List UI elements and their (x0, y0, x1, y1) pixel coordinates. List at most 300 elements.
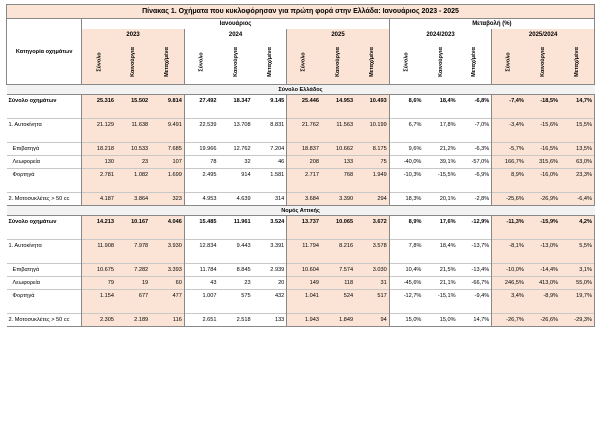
table-cell: 21,5% (423, 264, 457, 277)
table-cell: 18,4% (423, 240, 457, 253)
row-label: Σύνολο οχημάτων (8, 98, 57, 104)
spacer-cell (492, 228, 526, 240)
year-header-2023: 2023 (82, 29, 184, 40)
table-cell: 2.518 (218, 314, 252, 327)
table-cell: 3.578 (355, 240, 389, 253)
spacer-cell (287, 252, 321, 264)
table-row (7, 240, 595, 253)
spacer-cell (423, 181, 457, 193)
table-cell: 1.007 (184, 290, 218, 303)
table-cell: 3,1% (560, 264, 594, 277)
spacer-cell (321, 252, 355, 264)
section-title: Νομός Αττικής (7, 206, 595, 216)
table-cell: 55,0% (560, 277, 594, 290)
table-cell: 10.199 (355, 119, 389, 132)
spacer-cell (184, 131, 218, 143)
table-cell: 14.213 (82, 216, 116, 229)
table-cell: 133 (321, 156, 355, 169)
table-cell: 517 (355, 290, 389, 303)
table-cell: -13,7% (458, 240, 492, 253)
table-cell: 17,8% (423, 119, 457, 132)
table-cell: 27.492 (184, 95, 218, 108)
table-cell: 15.502 (116, 95, 150, 108)
spacer-row (7, 228, 595, 240)
row-label: Λεωφορεία (7, 156, 82, 169)
spacer-cell (560, 107, 594, 119)
table-cell: 413,0% (526, 277, 560, 290)
spacer-cell (7, 181, 82, 193)
table-cell: 107 (150, 156, 184, 169)
table-cell: 8.175 (355, 143, 389, 156)
spacer-cell (355, 302, 389, 314)
table-cell: -7,4% (492, 95, 526, 108)
spacer-cell (389, 252, 423, 264)
table-cell: 14,7% (458, 314, 492, 327)
spacer-cell (389, 131, 423, 143)
subheader-new-change-2024-2023 (423, 40, 457, 85)
subheader-label: Μεταχ/μένα (471, 47, 478, 77)
table-cell: 2.189 (116, 314, 150, 327)
table-cell: -15,9% (526, 216, 560, 229)
spacer-cell (560, 228, 594, 240)
table-row (7, 277, 595, 290)
table-cell: -15,5% (423, 169, 457, 182)
table-cell: 5,5% (560, 240, 594, 253)
spacer-cell (184, 228, 218, 240)
spacer-cell (355, 252, 389, 264)
table-title: Πίνακας 1. Οχήματα που κυκλοφόρησαν για πρώτη φορά στην Ελλάδα: Ιανουάριος 2023 - 2025 (7, 5, 595, 19)
spacer-cell (253, 181, 287, 193)
spacer-cell (150, 131, 184, 143)
subheader-total-2023 (82, 40, 116, 85)
spacer-cell (82, 181, 116, 193)
spacer-cell (321, 181, 355, 193)
table-cell: 323 (150, 193, 184, 206)
spacer-cell (7, 228, 82, 240)
table-cell: 18.347 (233, 98, 251, 104)
row-label: Λεωφορεία (7, 277, 82, 290)
table-cell: 130 (82, 156, 116, 169)
subheader-label: Σύνολο (96, 52, 103, 72)
table-cell: 7.282 (116, 264, 150, 277)
subheader-used-2024 (253, 40, 287, 85)
table-cell: 2.717 (287, 169, 321, 182)
table-cell: 23 (116, 156, 150, 169)
spacer-cell (253, 302, 287, 314)
table-cell: 10.167 (116, 216, 150, 229)
table-cell: 10.065 (321, 216, 355, 229)
spacer-cell (321, 228, 355, 240)
table-cell: -13,0% (526, 240, 560, 253)
spacer-cell (458, 131, 492, 143)
table-cell: 11.638 (116, 119, 150, 132)
subheader-new-change-2025-2024 (526, 40, 560, 85)
row-label: Φορτηγά (7, 169, 82, 182)
table-cell: 23,3% (560, 169, 594, 182)
spacer-cell (389, 181, 423, 193)
spacer-cell (560, 252, 594, 264)
table-cell: 3.391 (253, 240, 287, 253)
subheader-new-2025 (321, 40, 355, 85)
table-cell: 1.949 (355, 169, 389, 182)
table-cell: -6,4% (560, 193, 594, 206)
table-cell: -14,4% (526, 264, 560, 277)
table-cell: 15.485 (184, 216, 218, 229)
spacer-cell (423, 302, 457, 314)
table-cell: 8.845 (218, 264, 252, 277)
table-cell: 3.390 (321, 193, 355, 206)
row-label: 1. Αυτοκίνητα (7, 119, 82, 132)
spacer-cell (526, 302, 560, 314)
table-cell: 19,7% (560, 290, 594, 303)
subheader-label: Σύνολο (301, 52, 308, 72)
table-cell: -3,4% (492, 119, 526, 132)
spacer-cell (116, 181, 150, 193)
table-cell: 15,0% (389, 314, 423, 327)
spacer-cell (7, 302, 82, 314)
table-cell: 3.524 (270, 219, 285, 225)
table-cell: -6,8% (474, 98, 490, 104)
subheader-label: Μεταχ/μένα (574, 47, 581, 77)
spacer-cell (389, 228, 423, 240)
table-cell: 2.305 (82, 314, 116, 327)
table-cell: -5,7% (492, 143, 526, 156)
subheader-total-change-2024-2023 (389, 40, 423, 85)
spacer-cell (218, 131, 252, 143)
table-cell: -9,4% (458, 290, 492, 303)
table-cell: 20,1% (423, 193, 457, 206)
spacer-cell (218, 252, 252, 264)
row-label: 2. Μοτοσυκλέτες > 50 cc (7, 193, 82, 206)
table-cell: 79 (82, 277, 116, 290)
table-cell: 2.495 (184, 169, 218, 182)
subheader-label: Σύνολο (403, 52, 410, 72)
spacer-cell (560, 131, 594, 143)
spacer-cell (150, 302, 184, 314)
spacer-cell (355, 131, 389, 143)
subheader-label: Μεταχ/μένα (266, 47, 273, 77)
table-row (7, 264, 595, 277)
spacer-row (7, 131, 595, 143)
table-cell: 524 (321, 290, 355, 303)
table-cell: 1.082 (116, 169, 150, 182)
table-cell: 1.154 (82, 290, 116, 303)
subheader-label: Σύνολο (506, 52, 513, 72)
table-cell: 75 (355, 156, 389, 169)
subheader-total-2025 (287, 40, 321, 85)
table-cell: 4.953 (184, 193, 218, 206)
table-cell: 23 (218, 277, 252, 290)
table-cell: 4.187 (82, 193, 116, 206)
table-row (7, 119, 595, 132)
table-cell: 19 (116, 277, 150, 290)
spacer-cell (389, 302, 423, 314)
table-row (7, 290, 595, 303)
table-cell: 10.604 (287, 264, 321, 277)
spacer-cell (355, 228, 389, 240)
table-cell: 8.216 (321, 240, 355, 253)
spacer-cell (526, 252, 560, 264)
table-row (7, 169, 595, 182)
category-column-header: Κατηγορία οχημάτων (7, 19, 82, 85)
table-cell: 18,4% (439, 98, 456, 104)
table-cell: 32 (218, 156, 252, 169)
table-cell: 1.849 (321, 314, 355, 327)
section-header-row (7, 206, 595, 216)
table-cell: -40,0% (389, 156, 423, 169)
table-cell: 11.908 (82, 240, 116, 253)
table-cell: 20 (253, 277, 287, 290)
table-cell: -18,5% (526, 95, 560, 108)
subheader-used-2025 (355, 40, 389, 85)
table-cell: -16,0% (526, 169, 560, 182)
table-cell: 9.814 (150, 95, 184, 108)
spacer-cell (389, 107, 423, 119)
table-cell: 13,5% (560, 143, 594, 156)
spacer-cell (287, 107, 321, 119)
table-cell: -11,3% (492, 216, 526, 229)
subheader-total-change-2025-2024 (492, 40, 526, 85)
table-cell: 10.493 (355, 95, 389, 108)
spacer-cell (253, 252, 287, 264)
table-cell: 2.939 (253, 264, 287, 277)
table-cell: 19.966 (184, 143, 218, 156)
spacer-cell (82, 228, 116, 240)
subheader-label: Καινούργια (437, 47, 444, 77)
spacer-cell (150, 181, 184, 193)
table-cell: 6,7% (389, 119, 423, 132)
table-cell: -26,7% (492, 314, 526, 327)
table-cell: 14,7% (560, 95, 594, 108)
spacer-row (7, 107, 595, 119)
table-cell: -15,6% (526, 119, 560, 132)
spacer-cell (184, 181, 218, 193)
table-cell: 7.574 (321, 264, 355, 277)
spacer-cell (116, 228, 150, 240)
table-cell: 3.864 (116, 193, 150, 206)
spacer-cell (492, 252, 526, 264)
spacer-cell (423, 107, 457, 119)
subheader-used-change-2025-2024 (560, 40, 594, 85)
table-cell: 13.708 (218, 119, 252, 132)
spacer-cell (7, 107, 82, 119)
table-cell: -13,4% (458, 264, 492, 277)
table-cell: 208 (287, 156, 321, 169)
spacer-cell (321, 302, 355, 314)
table-cell: 768 (321, 169, 355, 182)
table-cell: 9,6% (389, 143, 423, 156)
table-cell: 116 (150, 314, 184, 327)
change-header-2024-2023: 2024/2023 (389, 29, 491, 40)
spacer-cell (82, 302, 116, 314)
table-cell: 17,6% (439, 219, 456, 225)
spacer-cell (150, 228, 184, 240)
table-cell: 3.684 (287, 193, 321, 206)
spacer-cell (82, 252, 116, 264)
table-cell: -10,0% (492, 264, 526, 277)
table-cell: 15,0% (423, 314, 457, 327)
table-cell: 149 (287, 277, 321, 290)
spacer-cell (492, 181, 526, 193)
table-row (7, 216, 595, 229)
table-cell: 1.581 (253, 169, 287, 182)
table-cell: 3.393 (150, 264, 184, 277)
table-cell: 25.446 (287, 95, 321, 108)
spacer-row (7, 302, 595, 314)
subheader-label: Καινούργια (130, 47, 137, 77)
subheader-label: Καινούργια (539, 47, 546, 77)
spacer-cell (82, 131, 116, 143)
subheader-label: Σύνολο (198, 52, 205, 72)
table-cell: -45,6% (389, 277, 423, 290)
spacer-cell (526, 181, 560, 193)
table-cell: 11.961 (233, 219, 251, 225)
spacer-cell (321, 107, 355, 119)
table-cell: 21,1% (423, 277, 457, 290)
spacer-cell (423, 252, 457, 264)
subheader-label: Καινούργια (335, 47, 342, 77)
table-cell: 10,4% (389, 264, 423, 277)
table-cell: 246,5% (492, 277, 526, 290)
table-cell: -25,6% (492, 193, 526, 206)
spacer-cell (287, 131, 321, 143)
subheader-used-change-2024-2023 (458, 40, 492, 85)
row-label: 1. Αυτοκίνητα (7, 240, 82, 253)
table-cell: -29,3% (560, 314, 594, 327)
spacer-cell (423, 131, 457, 143)
spacer-cell (218, 107, 252, 119)
table-cell: 63,0% (560, 156, 594, 169)
spacer-cell (526, 131, 560, 143)
table-cell: 914 (218, 169, 252, 182)
row-label: 2. Μοτοσυκλέτες > 50 cc (7, 314, 82, 327)
table-cell: -8,1% (492, 240, 526, 253)
table-cell: -10,3% (389, 169, 423, 182)
table-cell: 477 (150, 290, 184, 303)
table-cell: 25.316 (82, 95, 116, 108)
table-cell: 14.953 (321, 95, 355, 108)
table-cell: 1.943 (287, 314, 321, 327)
table-cell: 294 (355, 193, 389, 206)
table-cell: 432 (253, 290, 287, 303)
spacer-cell (355, 107, 389, 119)
row-label: Επιβατηγά (7, 143, 82, 156)
table-cell: 10.662 (321, 143, 355, 156)
table-cell: 94 (355, 314, 389, 327)
spacer-cell (82, 107, 116, 119)
spacer-cell (560, 181, 594, 193)
table-cell: 118 (321, 277, 355, 290)
spacer-cell (116, 302, 150, 314)
spacer-cell (526, 107, 560, 119)
table-cell: 13.737 (287, 216, 321, 229)
table-cell: 9.491 (150, 119, 184, 132)
spacer-cell (458, 228, 492, 240)
subheader-label: Καινούργια (232, 47, 239, 77)
spacer-cell (253, 228, 287, 240)
table-cell: -12,9% (471, 219, 490, 225)
table-cell: 11.794 (287, 240, 321, 253)
table-cell: 4.046 (150, 216, 184, 229)
table-cell: 21.762 (287, 119, 321, 132)
table-cell: -6,3% (458, 143, 492, 156)
table-cell: 46 (253, 156, 287, 169)
table-row (7, 143, 595, 156)
table-cell: 15,5% (560, 119, 594, 132)
table-cell: -12,7% (389, 290, 423, 303)
table-cell: -2,8% (458, 193, 492, 206)
table-cell: 315,6% (526, 156, 560, 169)
table-cell: 9.443 (218, 240, 252, 253)
table-cell: 10.533 (116, 143, 150, 156)
table-cell: 11.784 (184, 264, 218, 277)
spacer-cell (184, 107, 218, 119)
table-cell: 7,8% (389, 240, 423, 253)
table-cell: 12.762 (218, 143, 252, 156)
table-cell: 78 (184, 156, 218, 169)
table-cell: 4,2% (560, 216, 594, 229)
table-cell: 22.539 (184, 119, 218, 132)
subheader-used-2023 (150, 40, 184, 85)
table-cell: 9.145 (270, 98, 285, 104)
table-cell: 7.978 (116, 240, 150, 253)
table-cell: 21,2% (423, 143, 457, 156)
spacer-cell (560, 302, 594, 314)
table-cell: 1.041 (287, 290, 321, 303)
table-cell: 2.651 (184, 314, 218, 327)
spacer-row (7, 252, 595, 264)
year-header-2024: 2024 (184, 29, 286, 40)
spacer-cell (253, 131, 287, 143)
spacer-cell (150, 252, 184, 264)
table-cell: 677 (116, 290, 150, 303)
table-cell: 4.639 (218, 193, 252, 206)
spacer-cell (458, 181, 492, 193)
table-cell: 18,3% (389, 193, 423, 206)
subheader-label: Μεταχ/μένα (163, 47, 170, 77)
spacer-cell (116, 107, 150, 119)
table-cell: 43 (184, 277, 218, 290)
year-header-2025: 2025 (287, 29, 389, 40)
table-cell: 3.030 (355, 264, 389, 277)
change-header-2025-2024: 2025/2024 (492, 29, 595, 40)
table-cell: -8,9% (526, 290, 560, 303)
spacer-cell (116, 252, 150, 264)
statistics-table-container (6, 4, 595, 327)
table-cell: 12.834 (184, 240, 218, 253)
spacer-cell (218, 181, 252, 193)
subheader-new-2023 (116, 40, 150, 85)
period-group-header: Ιανουάριος (82, 19, 389, 30)
table-cell: 11.563 (321, 119, 355, 132)
table-row (7, 193, 595, 206)
spacer-cell (423, 228, 457, 240)
table-cell: 8,6% (389, 95, 423, 108)
spacer-cell (253, 107, 287, 119)
spacer-cell (184, 252, 218, 264)
spacer-cell (218, 228, 252, 240)
spacer-cell (116, 131, 150, 143)
table-cell: -7,0% (458, 119, 492, 132)
row-label: Σύνολο οχημάτων (8, 219, 57, 225)
table-row (7, 95, 595, 108)
change-group-header: Μεταβολή (%) (389, 19, 594, 30)
spacer-cell (287, 228, 321, 240)
spacer-cell (458, 302, 492, 314)
table-cell: 2.781 (82, 169, 116, 182)
table-cell: 7.685 (150, 143, 184, 156)
table-cell: -57,0% (458, 156, 492, 169)
